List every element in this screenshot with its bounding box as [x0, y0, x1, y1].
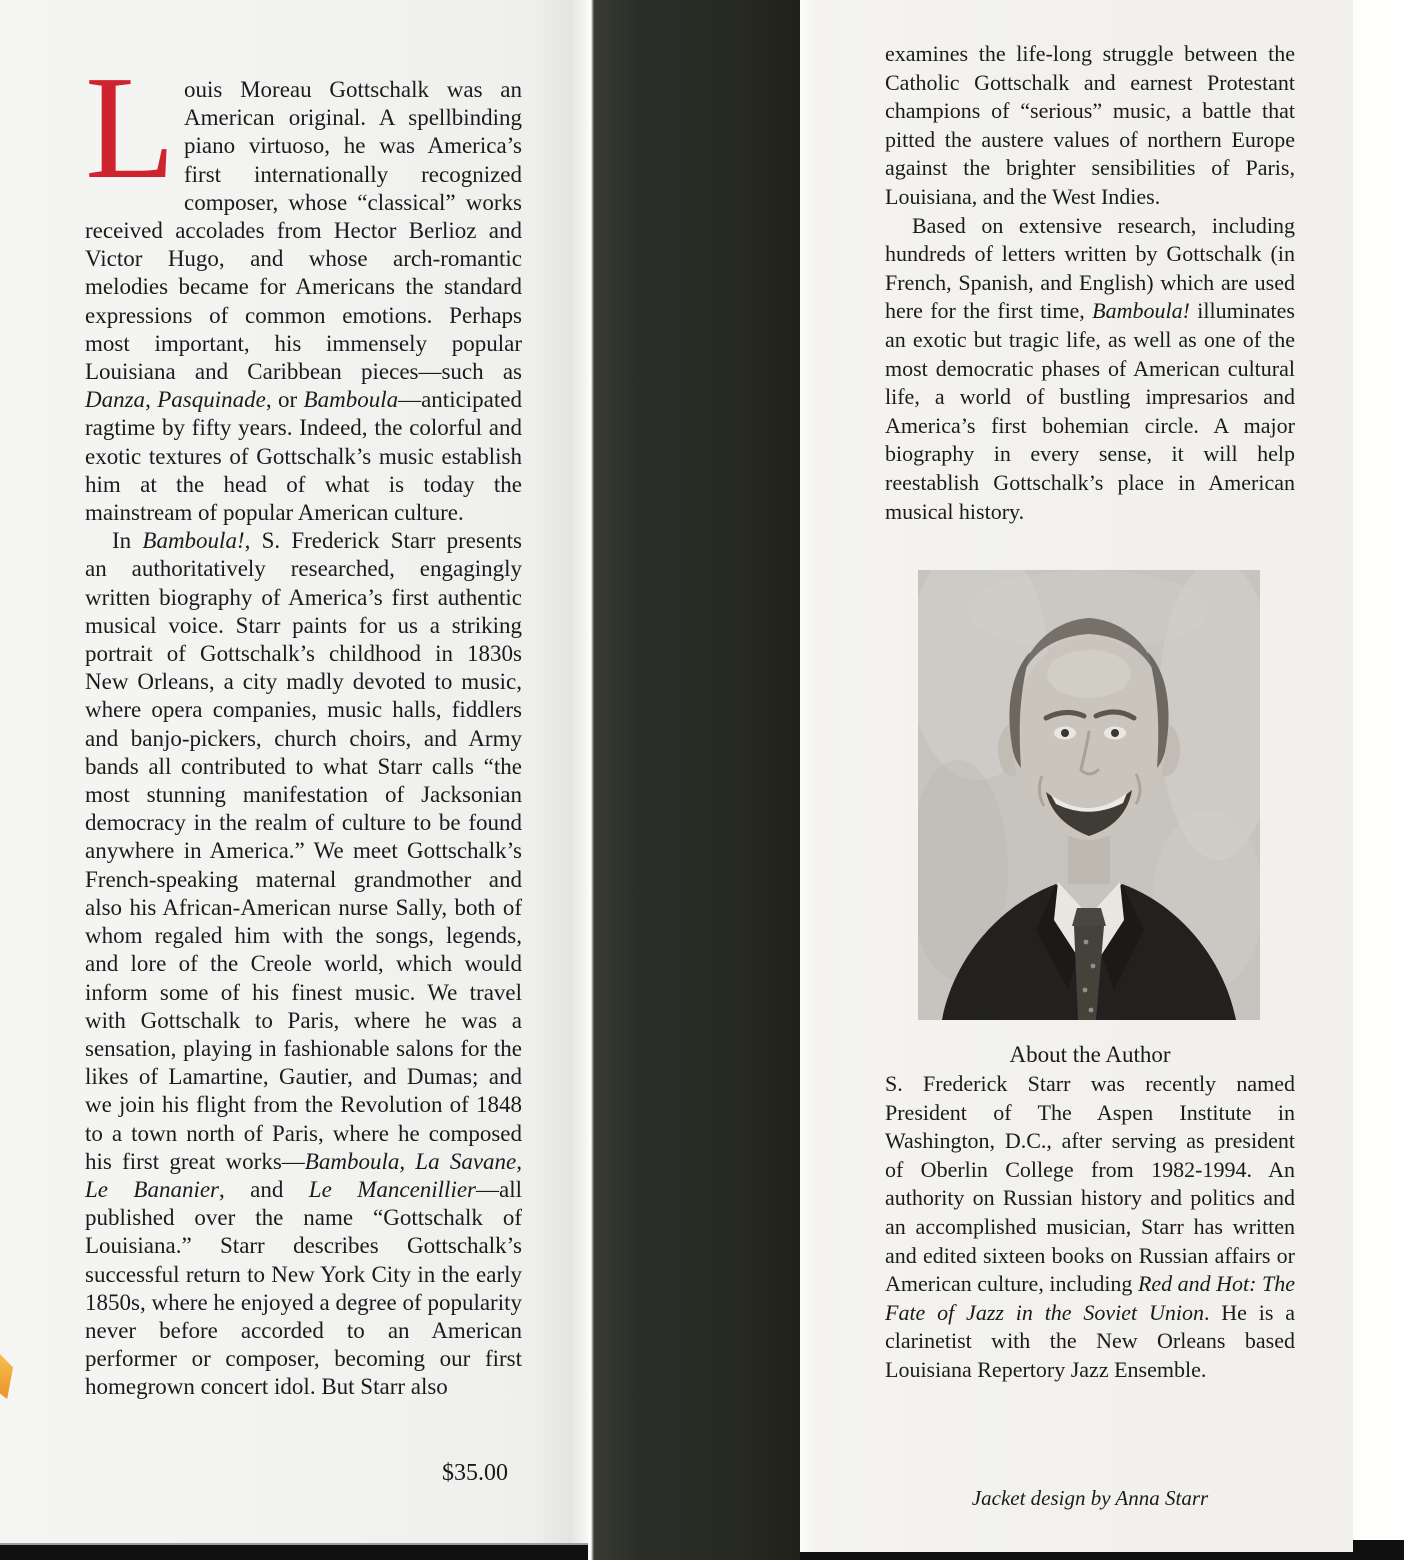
jacket-design-credit: Jacket design by Anna Starr	[971, 1486, 1209, 1510]
left-flap-paragraph-1	[85, 46, 522, 527]
about-heading: About the Author	[1009, 1042, 1171, 1067]
drop-cap-letter: L	[85, 46, 176, 210]
author-photo	[918, 570, 1260, 1020]
price-label: $35.00	[442, 1460, 508, 1486]
right-flap-text-column	[885, 40, 1295, 526]
spine-dark-panel	[588, 0, 800, 1560]
about-the-author-section	[885, 1040, 1295, 1385]
right-flap-paragraph-2: Based on extensive research, including hundreds of letters written by Gottschalk (in French, Spanish, and English) which are used here for the first time, Bamboula! illuminates an exotic but tragic life, as well as one of the most democratic phases of American cultural life, a world of bustling impresarios and America’s first bohemian circle. A major biography in every sense, it will help reestablish Gottschalk’s place in American musical history.	[885, 212, 1295, 524]
left-flap-paragraph-2: In Bamboula!, S. Frederick Starr presents an authoritatively researched, engagingly written biography of America’s first authentic musical voice. Starr paints for us a striking portrait of Gottschalk’s childhood in 1830s New Orleans, a city madly devoted to music, where opera companies, music halls, fiddlers and banjo-pickers, church choirs, and Army bands all contributed to what Starr calls “the most stunning manifestation of Jacksonian democracy in the realm of culture to be found anywhere in America.” We meet Gottschalk’s French-speaking maternal grandmother and also his African-American nurse Sally, both of whom regaled him with the songs, legends, and lore of the Creole world, which would inform some of his finest music. We travel with Gottschalk to Paris, where he was a sensation, playing in fashionable salons for the likes of Lamartine, Gautier, and Dumas; and we join his flight from the Revolution of 1848 to a town north of Paris, where he composed his first great works—Bamboula, La Savane, Le Bananier, and Le Mancenillier—all published over the name “Gottschalk of Louisiana.” Starr describes Gottschalk’s successful return to New York City in the early 1850s, where he enjoyed a degree of popularity never before accorded to an American performer or composer, becoming our first homegrown concert idol. But Starr also	[85, 528, 523, 1400]
left-flap-paragraph-1-text: ouis Moreau Gottschalk was an American original. A spellbinding piano virtuoso, he was America’s first internationally recognized composer, whose “classical” works received accolades from Hector Berlioz and Victor Hugo, and whose arch-romantic melodies became for Americans the standard expressions of common emotions. Perhaps most important, his immensely popular Louisiana and Caribbean pieces—such as Danza, Pasquinade, or Bamboula—anticipated ragtime by fifty years. Indeed, the colorful and exotic textures of Gottschalk’s music establish him at the head of what is today the mainstream of popular American culture.	[85, 77, 522, 526]
about-paragraph: S. Frederick Starr was recently named President of The Aspen Institute in Washington, D.C., after serving as president of Oberlin College from 1982-1994. An authority on Russian history and politics and an accomplished musician, Starr has written and edited sixteen books on Russian affairs or American culture, including Red and Hot: The Fate of Jazz in the Soviet Union. He is a clarinetist with the New Orleans based Louisiana Repertory Jazz Ensemble.	[885, 1071, 1296, 1382]
right-flap-paragraph-1: examines the life-long struggle between the Catholic Gottschalk and earnest Protestant champions of “serious” music, a battle that pitted the austere values of northern Europe against the brighter sensibilities of Paris, Louisiana, and the West Indies.	[885, 41, 1295, 209]
author-portrait-illustration	[918, 570, 1260, 1020]
left-flap-text-column	[85, 46, 523, 1402]
